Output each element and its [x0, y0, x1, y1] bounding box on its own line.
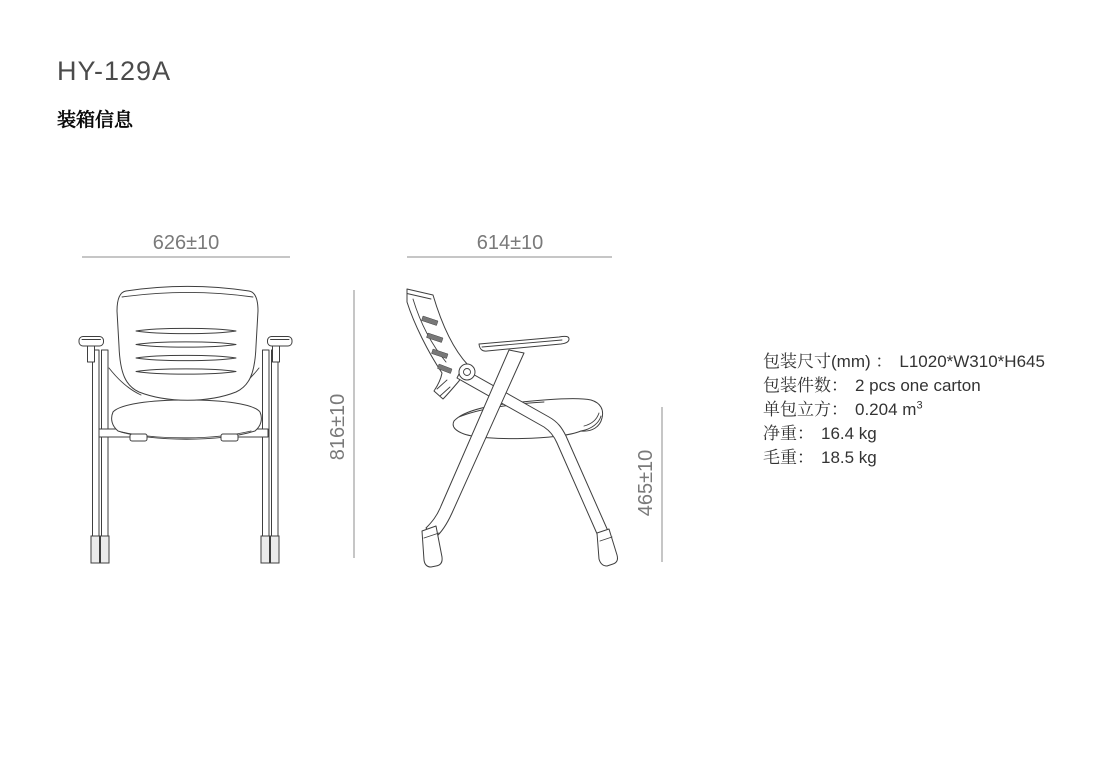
spec-label: 单包立方：	[763, 400, 848, 419]
side-view-backrest	[407, 289, 468, 399]
spec-row-volume	[763, 398, 1045, 422]
side-height-dim-label: 465±10	[635, 449, 657, 517]
spec-value: 2 pcs one carton	[855, 376, 981, 395]
spec-label: 包装尺寸(mm) ：	[763, 352, 893, 371]
front-view-seat-tab-left	[130, 434, 147, 441]
spec-value: 16.4 kg	[821, 424, 877, 443]
side-width-dim-label: 614±10	[476, 232, 544, 254]
spec-row-pieces	[763, 374, 1045, 398]
side-view-pivot-outer	[459, 364, 475, 380]
spec-row-dimensions	[763, 350, 1045, 374]
spec-value: L1020*W310*H645	[899, 352, 1045, 371]
spec-label: 包装件数：	[763, 376, 848, 395]
front-view-backrest	[117, 287, 258, 401]
page-title: HY-129A	[57, 56, 172, 86]
spec-label: 净重：	[763, 424, 814, 443]
spec-value: 0.204 m	[855, 400, 917, 419]
spec-superscript: 3	[916, 399, 923, 412]
spec-row-net-weight	[763, 422, 1045, 446]
chair-front-view-drawing	[79, 287, 292, 564]
front-view-seat-tab-right	[221, 434, 238, 441]
chair-side-view-drawing	[407, 289, 618, 567]
front-view-feet	[91, 536, 279, 563]
front-view-armrest-left	[79, 337, 104, 363]
spec-value: 18.5 kg	[821, 448, 877, 467]
section-title: 装箱信息	[57, 110, 134, 131]
spec-label: 毛重：	[763, 448, 814, 467]
front-height-dim-label: 816±10	[327, 393, 349, 461]
side-view-rear-foot	[597, 529, 618, 566]
packing-specs	[763, 350, 1045, 470]
spec-row-gross-weight	[763, 446, 1045, 470]
front-width-dim-label: 626±10	[152, 232, 220, 254]
